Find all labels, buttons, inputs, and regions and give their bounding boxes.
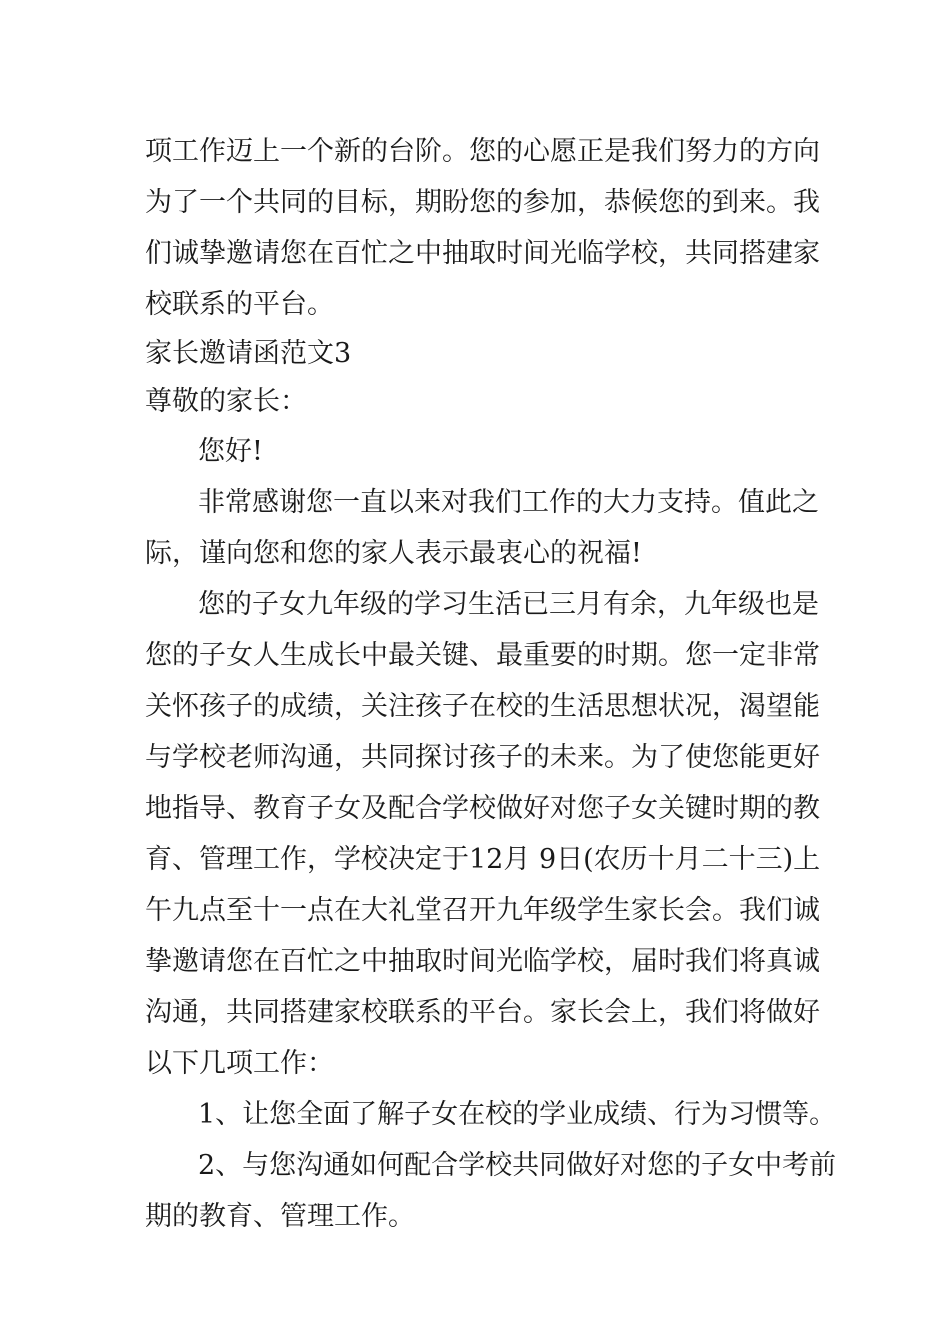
salutation: 尊敬的家长： (145, 386, 307, 417)
section-title: 家长邀请函范文3 (145, 338, 352, 369)
document-body (145, 126, 837, 1242)
paragraph-line: 育、管理工作，学校决定于12月 9日(农历十月二十三)上 (145, 844, 821, 875)
paragraph-line: 您的子女人生成长中最关键、最重要的时期。您一定非常 (145, 640, 820, 671)
paragraph-line: 以下几项工作： (145, 1048, 334, 1079)
paragraph-line: 们诚挚邀请您在百忙之中抽取时间光临学校，共同搭建家 (145, 238, 820, 269)
paragraph-line: 午九点至十一点在大礼堂召开九年级学生家长会。我们诚 (145, 895, 820, 926)
paragraph-line: 校联系的平台。 (145, 289, 334, 320)
paragraph-line: 地指导、教育子女及配合学校做好对您子女关键时期的教 (145, 793, 820, 824)
paragraph-line: 沟通，共同搭建家校联系的平台。家长会上，我们将做好 (145, 997, 820, 1028)
list-item: 2、与您沟通如何配合学校共同做好对您的子女中考前 (198, 1150, 837, 1181)
list-item: 1、让您全面了解子女在校的学业成绩、行为习惯等。 (198, 1099, 837, 1130)
paragraph-line: 关怀孩子的成绩，关注孩子在校的生活思想状况，渴望能 (145, 691, 820, 722)
greeting: 您好! (198, 436, 263, 467)
paragraph-line: 为了一个共同的目标，期盼您的参加，恭候您的到来。我 (145, 187, 820, 218)
paragraph-line: 挚邀请您在百忙之中抽取时间光临学校，届时我们将真诚 (145, 946, 820, 977)
paragraph-line: 非常感谢您一直以来对我们工作的大力支持。值此之 (198, 487, 819, 518)
paragraph-line: 您的子女九年级的学习生活已三月有余，九年级也是 (198, 589, 819, 620)
paragraph-line: 际，谨向您和您的家人表示最衷心的祝福! (145, 538, 642, 569)
paragraph-line: 项工作迈上一个新的台阶。您的心愿正是我们努力的方向 (145, 136, 820, 167)
paragraph-line: 与学校老师沟通，共同探讨孩子的未来。为了使您能更好 (145, 742, 820, 773)
paragraph-line: 期的教育、管理工作。 (145, 1201, 415, 1232)
